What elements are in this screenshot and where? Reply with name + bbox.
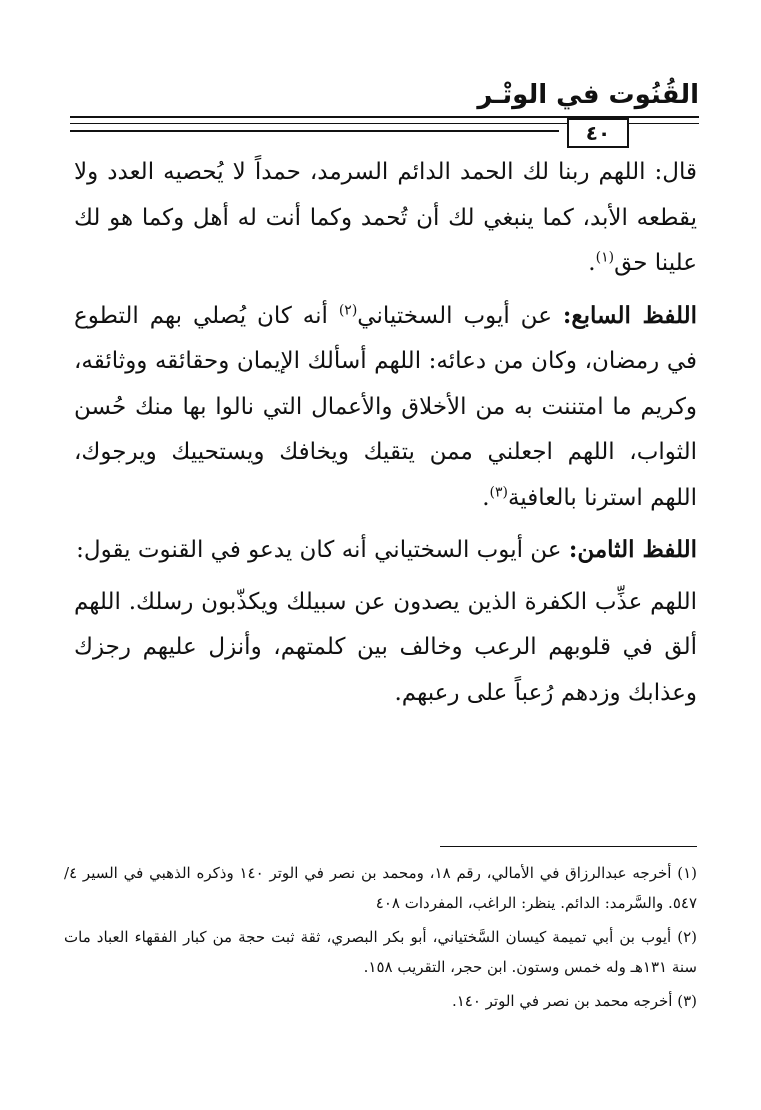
- footnote-separator: [440, 846, 697, 847]
- page-number: ٤٠: [567, 118, 629, 148]
- page-header: [70, 78, 699, 148]
- paragraph-1-text: قال: اللهم ربنا لك الحمد الدائم السرمد، حمداً لا يُحصيه العدد ولا يقطعه الأبد، كما ينبغي لك أن تُحمد وكما أنت له أهل وكما هو لك علينا حق: [74, 159, 697, 276]
- footnotes: [64, 858, 697, 1020]
- paragraph-3-lead: اللفظ الثامن:: [568, 536, 697, 563]
- paragraph-2-text-a: عن أيوب السختياني: [357, 302, 563, 329]
- footnote-ref-3: (٣): [489, 483, 508, 500]
- main-text: [74, 150, 697, 722]
- paragraph-3-text: عن أيوب السختياني أنه كان يدعو في القنوت يقول:: [76, 537, 569, 563]
- paragraph-1: [74, 150, 697, 287]
- footnote-2: (٢) أيوب بن أبي تميمة كيسان السَّختياني، أبو بكر البصري، ثقة ثبت حجة من كبار الفقهاء العباد مات سنة ١٣١هـ وله خمس وستون. ابن حجر، التقريب ١٥٨.: [64, 928, 697, 976]
- running-title: القُنُوت في الوتْـر: [477, 80, 699, 110]
- paragraph-2-end: .: [482, 484, 490, 511]
- footnote-3: (٣) أخرجه محمد بن نصر في الوتر ١٤٠.: [451, 992, 697, 1010]
- paragraph-3: [74, 527, 697, 574]
- header-rule-bottom: [70, 130, 559, 132]
- paragraph-2-lead: اللفظ السابع:: [562, 301, 697, 329]
- paragraph-2: [74, 293, 697, 522]
- paragraph-1-end: .: [588, 250, 596, 276]
- footnote-ref-2: (٢): [338, 301, 358, 318]
- footnote-ref-1: (١): [595, 249, 615, 266]
- paragraph-4: اللهم عذِّب الكفرة الذين يصدون عن سبيلك ويكذّبون رسلك. اللهم ألق في قلوبهم الرعب وخالف بين كلمتهم، وأنزل عليهم رجزك وعذابك وزدهم رُعباً على رعبهم.: [74, 588, 697, 706]
- paragraph-2-text-b: أنه كان يُصلي بهم التطوع في رمضان، وكان من دعائه: اللهم أسألك الإيمان وحقائقه ووثائقه، وكريم ما امتننت به من الأخلاق والأعمال التي نالوا بها منك حُسن الثواب، اللهم اجعلني ممن يتقيك ويخافك ويستحييك ويرجوك، اللهم استرنا بالعافية: [74, 302, 698, 511]
- footnote-1: (١) أخرجه عبدالرزاق في الأمالي، رقم ١٨، ومحمد بن نصر في الوتر ١٤٠ وذكره الذهبي في السير ٤/ ٥٤٧. والسَّرمد: الدائم. ينظر: الراغب، المفردات ٤٠٨: [64, 864, 697, 912]
